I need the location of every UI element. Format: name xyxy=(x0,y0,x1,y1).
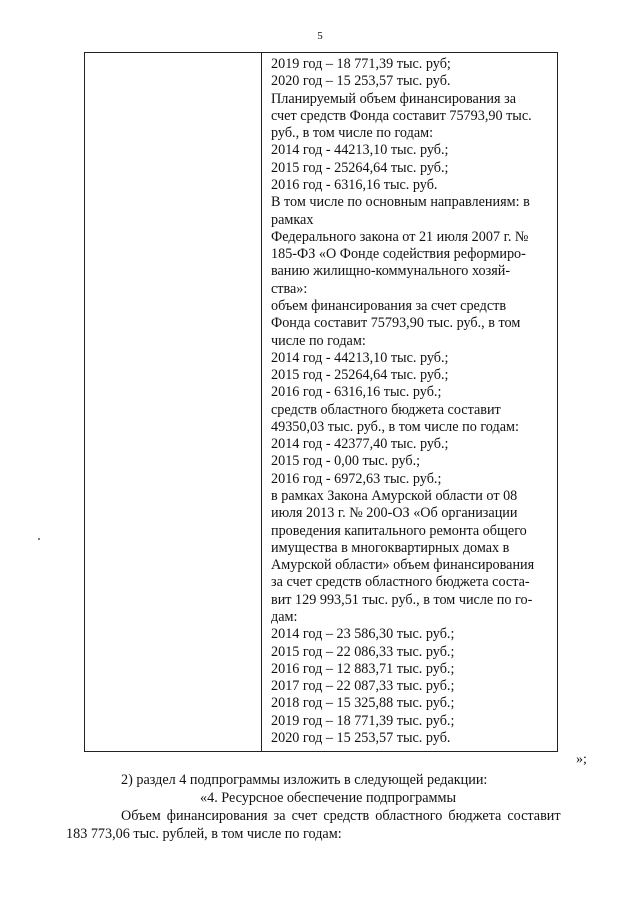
table-line: рамках xyxy=(271,211,314,228)
table-line: Планируемый объем финансирования за xyxy=(271,90,516,107)
financing-table xyxy=(84,52,558,752)
table-line: объем финансирования за счет средств xyxy=(271,297,507,314)
table-line: 2014 год - 42377,40 тыс. руб.; xyxy=(271,436,449,453)
table-line: 49350,03 тыс. руб., в том числе по годам: xyxy=(271,418,519,435)
table-line: Фонда составит 75793,90 тыс. руб., в том xyxy=(271,315,521,332)
table-line: 2020 год – 15 253,57 тыс. руб. xyxy=(271,729,451,746)
table-line: Амурской области» объем финансирования xyxy=(271,557,535,574)
table-line: 2019 год – 18 771,39 тыс. руб.; xyxy=(271,712,455,729)
table-line: 2015 год – 22 086,33 тыс. руб.; xyxy=(271,643,455,660)
column-divider xyxy=(261,53,262,751)
table-line: 185-ФЗ «О Фонде содействия реформиро- xyxy=(271,246,526,263)
table-line: 2019 год – 18 771,39 тыс. руб; xyxy=(271,56,451,72)
table-line: 2016 год - 6972,63 тыс. руб.; xyxy=(271,470,442,487)
table-line: 2015 год - 25264,64 тыс. руб.; xyxy=(271,367,449,384)
table-line: 2014 год - 44213,10 тыс. руб.; xyxy=(271,142,449,159)
table-line: июля 2013 г. № 200-ОЗ «Об организации xyxy=(271,505,518,522)
item-2-text: 2) раздел 4 подпрограммы изложить в следующей редакции: xyxy=(121,772,488,788)
section-title: «4. Ресурсное обеспечение подпрограммы xyxy=(200,790,456,806)
page-number: 5 xyxy=(317,30,323,42)
table-line: 2015 год - 25264,64 тыс. руб.; xyxy=(271,159,449,176)
table-line: В том числе по основным направлениям: в xyxy=(271,194,530,211)
table-line: Федерального закона от 21 июля 2007 г. № xyxy=(271,228,529,245)
table-line: 2014 год - 44213,10 тыс. руб.; xyxy=(271,349,449,366)
table-line: дам: xyxy=(271,609,298,625)
table-line: 2020 год – 15 253,57 тыс. руб. xyxy=(271,73,451,90)
table-line: 2015 год - 0,00 тыс. руб.; xyxy=(271,453,421,470)
table-line: вит 129 993,51 тыс. руб., в том числе по го- xyxy=(271,591,533,608)
table-line: 2014 год – 23 586,30 тыс. руб.; xyxy=(271,626,455,643)
paragraph-line-1: Объем финансирования за счет средств областного бюджета составит xyxy=(121,808,561,824)
table-right-cell xyxy=(271,56,551,747)
table-line: руб., в том числе по годам: xyxy=(271,125,434,142)
table-line: числе по годам: xyxy=(271,332,366,349)
table-line: в рамках Закона Амурской области от 08 xyxy=(271,488,518,505)
table-line: ства»: xyxy=(271,280,308,297)
table-line: 2017 год – 22 087,33 тыс. руб.; xyxy=(271,678,455,695)
table-line: имущества в многоквартирных домах в xyxy=(271,539,510,556)
paragraph-line-2: 183 773,06 тыс. рублей, в том числе по годам: xyxy=(66,826,342,842)
table-line: средств областного бюджета составит xyxy=(271,401,501,418)
table-line: 2018 год – 15 325,88 тыс. руб.; xyxy=(271,695,455,712)
table-line: проведения капитального ремонта общего xyxy=(271,522,527,539)
scan-speck xyxy=(38,538,40,540)
table-line: за счет средств областного бюджета соста- xyxy=(271,574,530,591)
table-line: 2016 год - 6316,16 тыс. руб. xyxy=(271,176,438,193)
table-line: ванию жилищно-коммунального хозяй- xyxy=(271,263,511,280)
table-line: счет средств Фонда составит 75793,90 тыс. xyxy=(271,107,532,124)
table-line: 2016 год - 6316,16 тыс. руб.; xyxy=(271,384,442,401)
closing-quote: »; xyxy=(576,752,587,767)
table-line: 2016 год – 12 883,71 тыс. руб.; xyxy=(271,660,455,677)
